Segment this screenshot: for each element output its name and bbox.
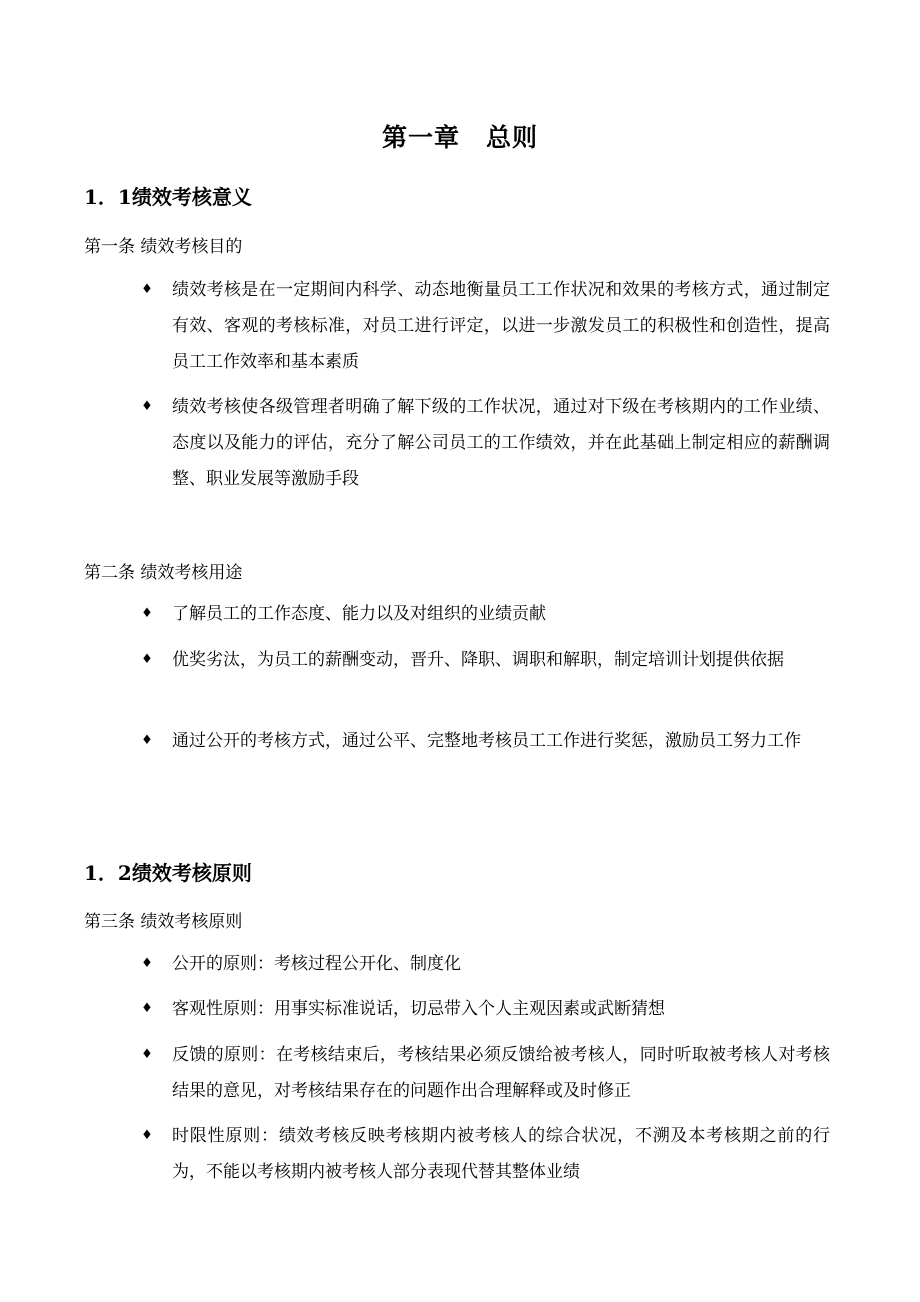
list-item-text: 公开的原则：考核过程公开化、制度化 — [172, 954, 461, 974]
list-item — [140, 642, 830, 678]
list-item — [140, 389, 830, 497]
diamond-bullet-icon: ♦ — [141, 956, 153, 971]
diamond-bullet-icon: ♦ — [141, 652, 153, 667]
diamond-bullet-icon: ♦ — [141, 1128, 153, 1143]
list-item-text: 客观性原则：用事实标准说话，切忌带入个人主观因素或武断猜想 — [172, 999, 665, 1019]
section-heading-1-1: 1．1绩效考核意义 — [84, 185, 252, 209]
chapter-title: 第一章 总则 — [381, 123, 538, 152]
list-item — [140, 723, 830, 759]
list-item — [140, 1118, 830, 1190]
list-item — [140, 272, 830, 380]
list-item — [140, 596, 830, 632]
diamond-bullet-icon: ♦ — [141, 1047, 153, 1062]
list-item — [140, 991, 830, 1027]
list-item — [140, 946, 830, 982]
article-title-1: 第一条 绩效考核目的 — [84, 237, 243, 257]
list-item — [140, 1037, 830, 1109]
list-item-text: 绩效考核是在一定期间内科学、动态地衡量员工工作状况和效果的考核方式，通过制定有效、客观的考核标准，对员工进行评定，以进一步激发员工的积极性和创造性，提高员工工作效率和基本素质 — [172, 280, 830, 372]
list-item-text: 了解员工的工作态度、能力以及对组织的业绩贡献 — [172, 604, 546, 624]
article-title-3: 第三条 绩效考核原则 — [84, 912, 243, 932]
list-item-text: 绩效考核使各级管理者明确了解下级的工作状况，通过对下级在考核期内的工作业绩、态度以及能力的评估，充分了解公司员工的工作绩效，并在此基础上制定相应的薪酬调整、职业发展等激励手段 — [172, 397, 830, 489]
list-item-text: 通过公开的考核方式，通过公平、完整地考核员工工作进行奖惩，激励员工努力工作 — [172, 731, 801, 751]
list-item-text: 反馈的原则：在考核结束后，考核结果必须反馈给被考核人，同时听取被考核人对考核结果的意见，对考核结果存在的问题作出合理解释或及时修正 — [172, 1045, 830, 1101]
article-title-2: 第二条 绩效考核用途 — [84, 563, 243, 583]
diamond-bullet-icon: ♦ — [141, 606, 153, 621]
diamond-bullet-icon: ♦ — [141, 282, 153, 297]
diamond-bullet-icon: ♦ — [141, 733, 153, 748]
list-item-text: 优奖劣汰，为员工的薪酬变动，晋升、降职、调职和解职，制定培训计划提供依据 — [172, 650, 784, 670]
diamond-bullet-icon: ♦ — [141, 399, 153, 414]
list-item-text: 时限性原则：绩效考核反映考核期内被考核人的综合状况，不溯及本考核期之前的行为，不能以考核期内被考核人部分表现代替其整体业绩 — [172, 1126, 830, 1182]
diamond-bullet-icon: ♦ — [141, 1001, 153, 1016]
section-heading-1-2: 1．2绩效考核原则 — [84, 861, 252, 885]
